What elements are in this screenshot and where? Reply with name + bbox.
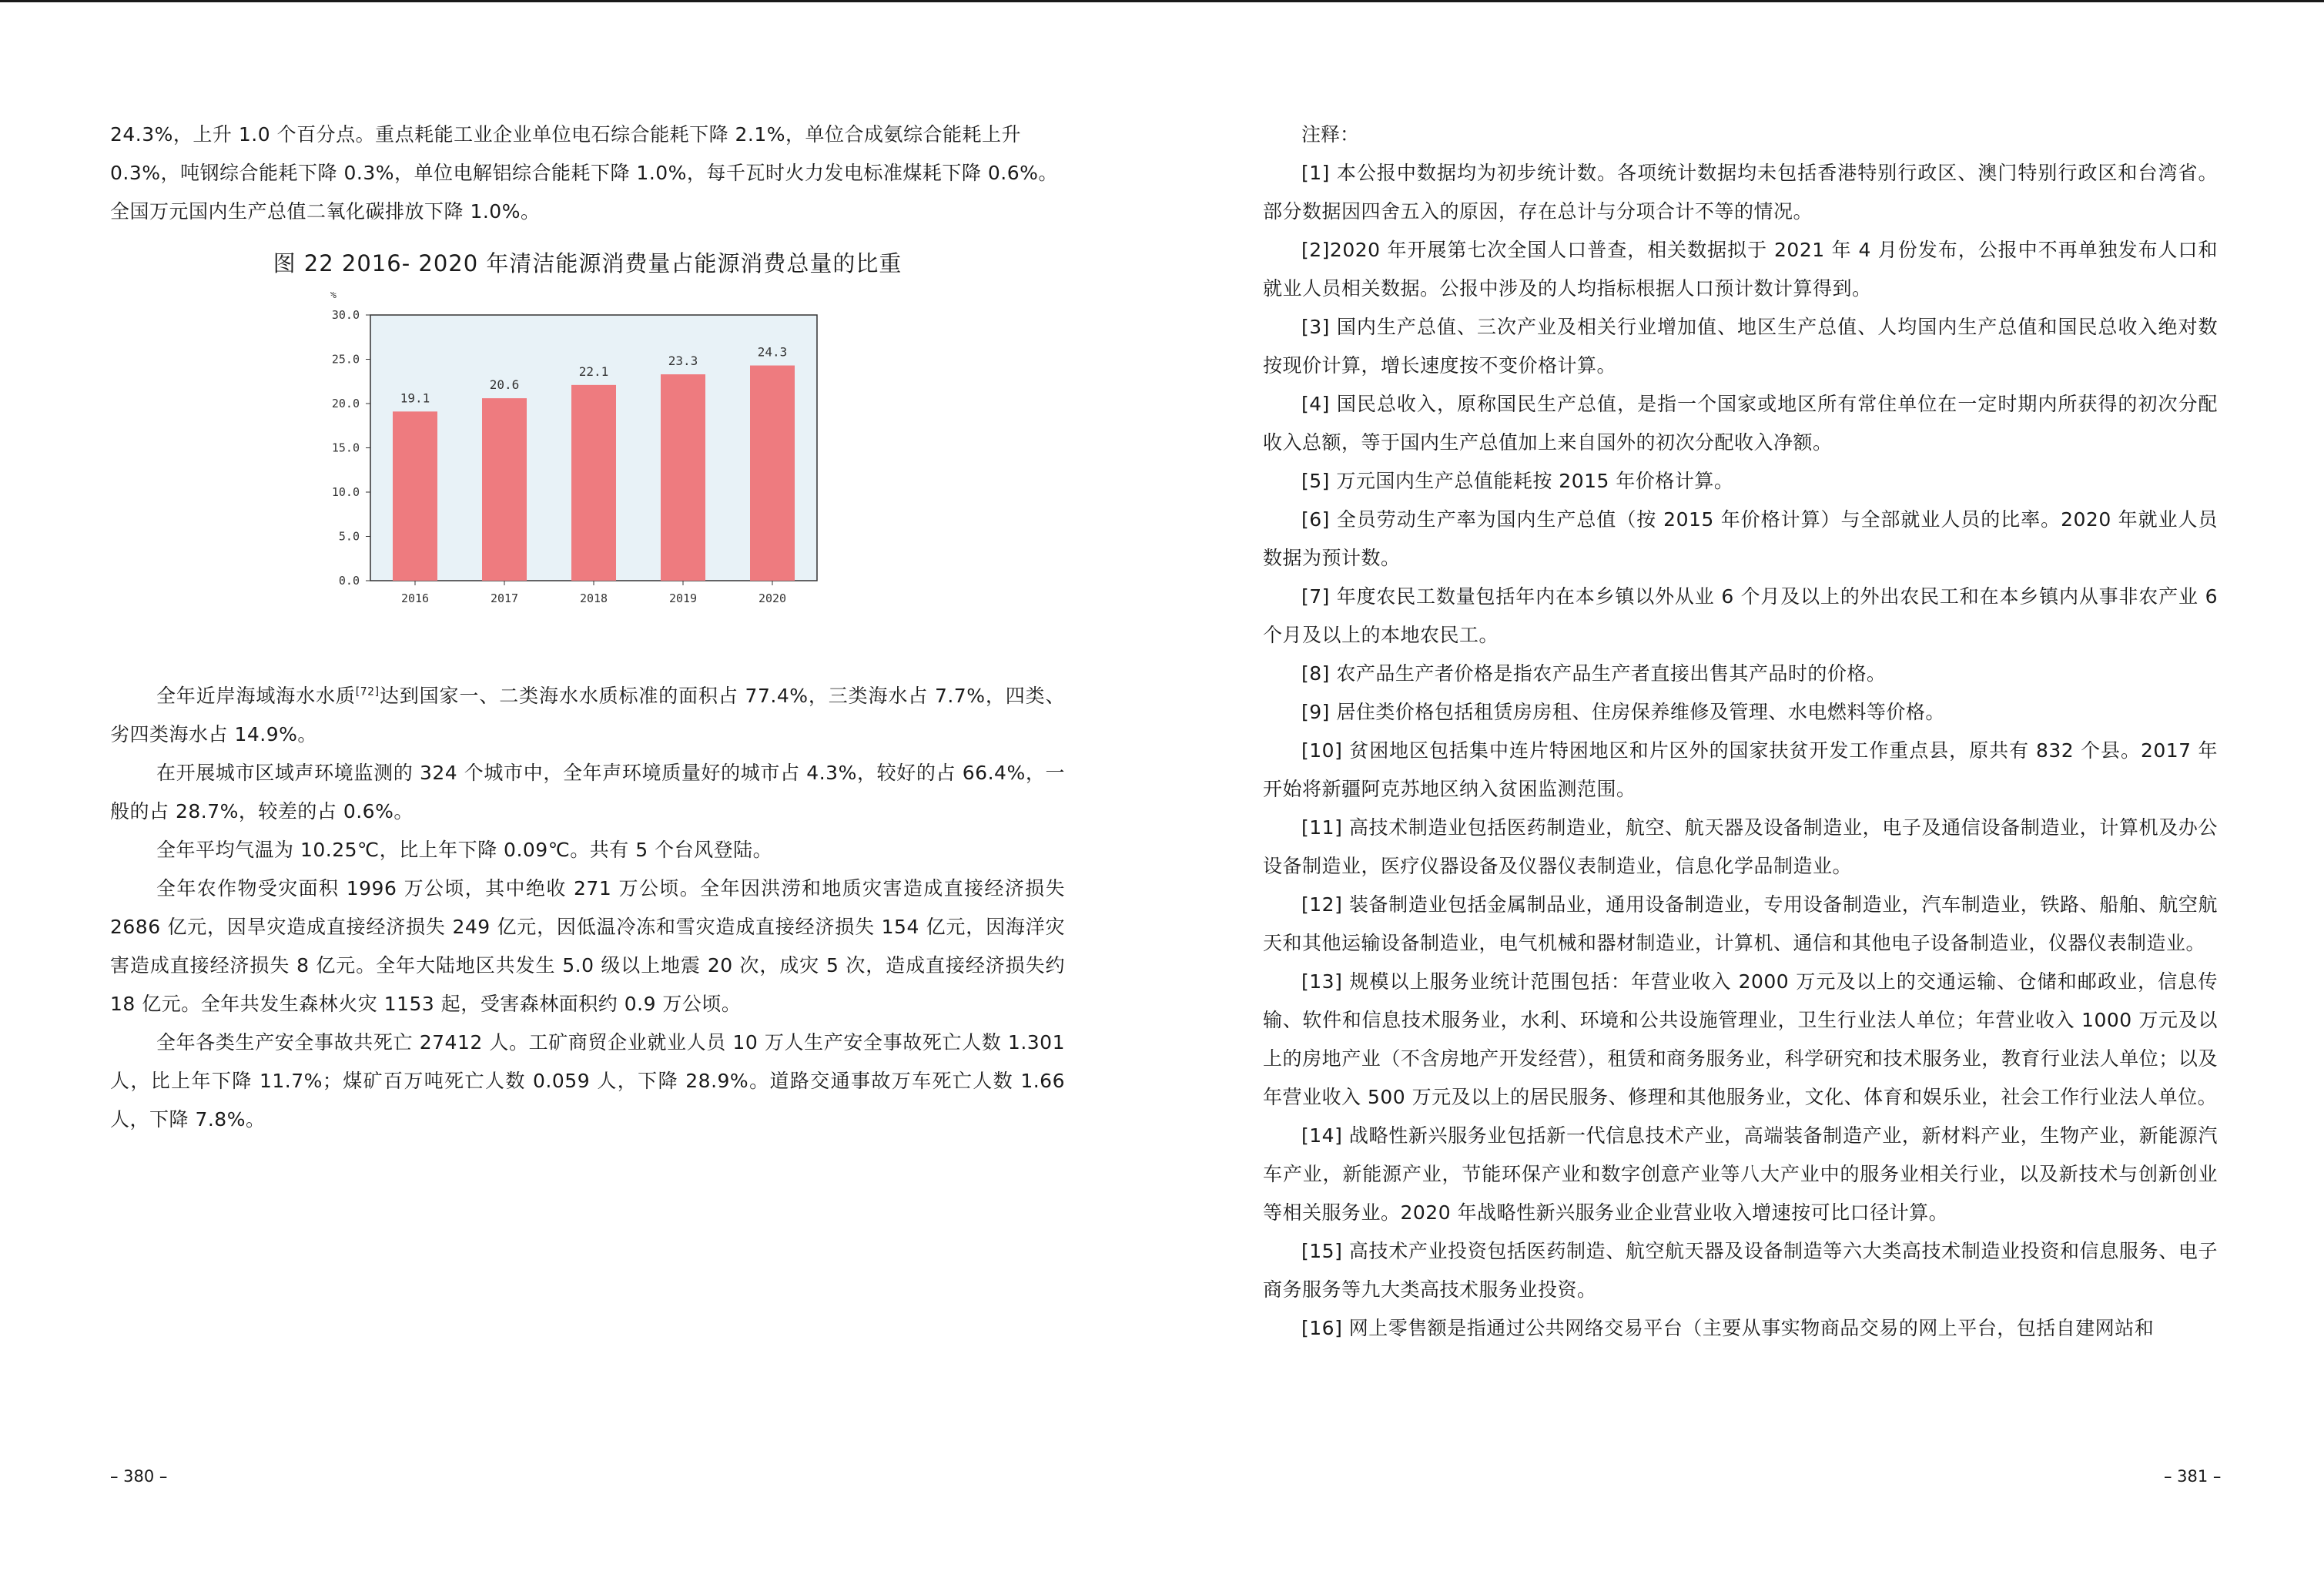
note-item: [13] 规模以上服务业统计范围包括：年营业收入 2000 万元及以上的交通运输、仓储和邮政业，信息传输、软件和信息技术服务业，水利、环境和公共设施管理业，卫生行业法人单位；年营业收入 1000 万元及以上的房地产业（不含房地产开发经营），租赁和商务服务业，科学研究和技术服务业，教育行业法人单位；以及年营业收入 500 万元及以上的居民服务、修理和其他服务业，文化、体育和娱乐业，社会工作行业法人单位。 bbox=[1263, 970, 2218, 1108]
figure-title: 图 22 2016- 2020 年清洁能源消费量占能源消费总量的比重 bbox=[273, 250, 902, 276]
paragraph-disasters: 全年农作物受灾面积 1996 万公顷，其中绝收 271 万公顷。全年因洪涝和地质灾害造成直接经济损失 2686 亿元，因旱灾造成直接经济损失 249 亿元，因低温冷冻和雪灾造成直接经济损失 154 亿元，因海洋灾害造成直接经济损失 8 亿元。全年大陆地区共发生 5.0 级以上地震 20 次，成灾 5 次，造成直接经济损失约 18 亿元。全年共发生森林火灾 1153 起，受害森林面积约 0.9 万公顷。 bbox=[110, 877, 1065, 1015]
top-rule bbox=[0, 0, 2324, 2]
y-tick-label: 20.0 bbox=[331, 397, 360, 410]
note-item: [14] 战略性新兴服务业包括新一代信息技术产业，高端装备制造产业，新材料产业，生物产业，新能源汽车产业，新能源产业，节能环保产业和数字创意产业等八大产业中的服务业相关行业，以及新技术与创新创业等相关服务业。2020 年战略性新兴服务业企业营业收入增速按可比口径计算。 bbox=[1263, 1124, 2218, 1224]
note-item: [7] 年度农民工数量包括年内在本乡镇以外从业 6 个月及以上的外出农民工和在本乡镇内从事非农产业 6 个月及以上的本地农民工。 bbox=[1263, 585, 2218, 646]
note-item: [2]2020 年开展第七次全国人口普查，相关数据拟于 2021 年 4 月份发布，公报中不再单独发布人口和就业人员相关数据。公报中涉及的人均指标根据人口预计数计算得到。 bbox=[1263, 239, 2218, 300]
bar-value-label: 23.3 bbox=[668, 353, 698, 369]
body-line: 24.3%，上升 1.0 个百分点。重点耗能工业企业单位电石综合能耗下降 2.1%，单位合成氨综合能耗上升 bbox=[110, 123, 1022, 146]
paragraph-seawater-text-b: 达到国家一、二类海水水质标准的面积占 77.4%，三类海水占 7.7%，四类、劣四类海水占 14.9%。 bbox=[110, 685, 1065, 745]
bar-value-label: 19.1 bbox=[400, 390, 430, 406]
y-tick-label: 15.0 bbox=[331, 441, 360, 455]
left-page bbox=[110, 116, 1065, 1139]
note-item: [11] 高技术制造业包括医药制造业，航空、航天器及设备制造业，电子及通信设备制造业，计算机及办公设备制造业，医疗仪器设备及仪器仪表制造业，信息化学品制造业。 bbox=[1263, 816, 2218, 877]
paragraph-temperature: 全年平均气温为 10.25℃，比上年下降 0.09℃。共有 5 个台风登陆。 bbox=[156, 839, 773, 861]
paragraph-noise: 在开展城市区域声环境监测的 324 个城市中，全年声环境质量好的城市占 4.3%，较好的占 66.4%，一般的占 28.7%，较差的占 0.6%。 bbox=[110, 762, 1065, 822]
x-tick-label: 2017 bbox=[490, 591, 519, 605]
y-tick-label: 30.0 bbox=[331, 308, 360, 322]
note-item: [15] 高技术产业投资包括医药制造、航空航天器及设备制造等六大类高技术制造业投资和信息服务、电子商务服务等九大类高技术服务业投资。 bbox=[1263, 1240, 2218, 1301]
body-line: 0.3%，吨钢综合能耗下降 0.3%，单位电解铝综合能耗下降 1.0%，每千瓦时火力发电标准煤耗下降 0.6%。 bbox=[110, 162, 1058, 184]
paragraph-seawater bbox=[110, 677, 1065, 754]
y-tick-label: 0.0 bbox=[338, 574, 360, 588]
footnote-ref: [72] bbox=[355, 685, 380, 699]
note-item: [1] 本公报中数据均为初步统计数。各项统计数据均未包括香港特别行政区、澳门特别行政区和台湾省。部分数据因四舍五入的原因，存在总计与分项合计不等的情况。 bbox=[1263, 162, 2218, 223]
page-number-left: – 380 – bbox=[110, 1467, 168, 1486]
paragraph-safety: 全年各类生产安全事故共死亡 27412 人。工矿商贸企业就业人员 10 万人生产安全事故死亡人数 1.301 人，比上年下降 11.7%；煤矿百万吨死亡人数 0.059 人，下降 28.9%。道路交通事故万车死亡人数 1.66 人，下降 7.8%。 bbox=[110, 1031, 1065, 1131]
note-item: [5] 万元国内生产总值能耗按 2015 年价格计算。 bbox=[1301, 470, 1734, 492]
y-tick-label: 10.0 bbox=[331, 485, 360, 499]
note-item: [8] 农产品生产者价格是指农产品生产者直接出售其产品时的价格。 bbox=[1301, 662, 1887, 685]
x-tick-label: 2019 bbox=[668, 591, 698, 605]
notes-list bbox=[1263, 154, 2218, 1348]
note-item: [12] 装备制造业包括金属制品业，通用设备制造业，专用设备制造业，汽车制造业，铁路、船舶、航空航天和其他运输设备制造业，电气机械和器材制造业，计算机、通信和其他电子设备制造业，仪器仪表制造业。 bbox=[1263, 893, 2218, 954]
x-tick-label: 2020 bbox=[758, 591, 787, 605]
bar bbox=[750, 366, 795, 581]
y-tick-label: 25.0 bbox=[331, 352, 360, 367]
x-tick-label: 2018 bbox=[579, 591, 608, 605]
bar bbox=[482, 398, 527, 581]
body-line: 全国万元国内生产总值二氧化碳排放下降 1.0%。 bbox=[110, 200, 541, 223]
bar-value-label: 20.6 bbox=[489, 377, 520, 393]
notes-heading: 注释： bbox=[1301, 123, 1360, 146]
bar bbox=[393, 411, 437, 581]
note-item: [16] 网上零售额是指通过公共网络交易平台（主要从事实物商品交易的网上平台，包括自建网站和 bbox=[1301, 1317, 2155, 1339]
page-number-right: – 381 – bbox=[2164, 1467, 2222, 1486]
y-unit-label: % bbox=[330, 292, 337, 301]
note-item: [4] 国民总收入，原称国民生产总值，是指一个国家或地区所有常住单位在一定时期内所获得的初次分配收入总额，等于国内生产总值加上来自国外的初次分配收入净额。 bbox=[1263, 393, 2218, 454]
x-tick-label: 2016 bbox=[400, 591, 430, 605]
y-tick-label: 5.0 bbox=[338, 529, 360, 544]
bar-chart bbox=[293, 292, 879, 615]
bar bbox=[571, 385, 616, 581]
note-item: [6] 全员劳动生产率为国内生产总值（按 2015 年价格计算）与全部就业人员的比率。2020 年就业人员数据为预计数。 bbox=[1263, 508, 2218, 569]
bar-chart-svg bbox=[293, 292, 879, 615]
paragraph-seawater-text-a: 全年近岸海域海水水质 bbox=[156, 685, 356, 707]
bar bbox=[661, 374, 705, 581]
note-item: [9] 居住类价格包括租赁房房租、住房保养维修及管理、水电燃料等价格。 bbox=[1301, 701, 1945, 723]
right-page bbox=[1263, 116, 2218, 1348]
bar-value-label: 24.3 bbox=[757, 344, 788, 360]
bar-value-label: 22.1 bbox=[578, 363, 609, 379]
note-item: [10] 贫困地区包括集中连片特困地区和片区外的国家扶贫开发工作重点县，原共有 832 个县。2017 年开始将新疆阿克苏地区纳入贫困监测范围。 bbox=[1263, 739, 2218, 800]
note-item: [3] 国内生产总值、三次产业及相关行业增加值、地区生产总值、人均国内生产总值和国民总收入绝对数按现价计算，增长速度按不变价格计算。 bbox=[1263, 316, 2218, 377]
